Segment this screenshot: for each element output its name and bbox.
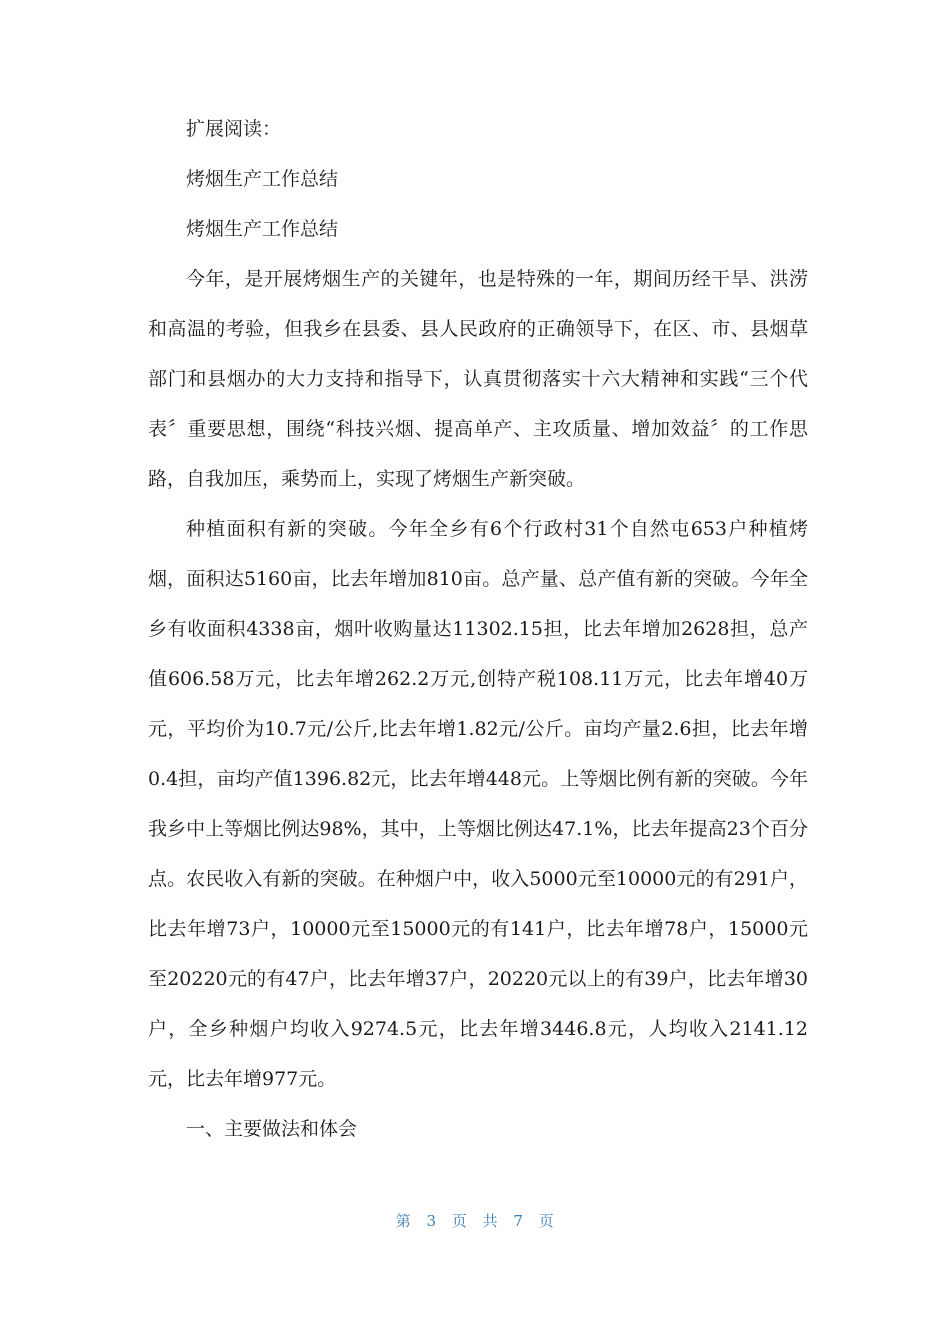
body-paragraph-intro: 今年，是开展烤烟生产的关键年，也是特殊的一年，期间历经干旱、洪涝和高温的考验，但我乡在县委、县人民政府的正确领导下，在区、市、县烟草部门和县烟办的大力支持和指导下，认真贯彻落实十六大精神和实践“三个代表〞重要思想，围绕“科技兴烟、提高单产、主攻质量、增加效益〞的工作思路，自我加压，乘势而上，实现了烤烟生产新突破。 bbox=[148, 268, 808, 490]
section-heading: 一、主要做法和体会 bbox=[186, 1118, 358, 1140]
document-subtitle: 烤烟生产工作总结 bbox=[186, 218, 339, 240]
page-footer: 第 3 页 共 7 页 bbox=[395, 1212, 555, 1230]
body-paragraph-results: 种植面积有新的突破。今年全乡有6个行政村31个自然屯653户种植烤烟，面积达5160亩，比去年增加810亩。总产量、总产值有新的突破。今年全乡有收面积4338亩，烟叶收购量达11302.15担，比去年增加2628担，总产值606.58万元，比去年增262.2万元,创特产税108.11万元，比去年增40万元，平均价为10.7元/公斤,比去年增1.82元/公斤。亩均产量2.6担，比去年增0.4担，亩均产值1396.82元，比去年增448元。上等烟比例有新的突破。今年我乡中上等烟比例达98%，其中，上等烟比例达47.1%，比去年提高23个百分点。农民收入有新的突破。在种烟户中，收入5000元至10000元的有291户，比去年增73户，10000元至15000元的有141户，比去年增78户，15000元至20220元的有47户，比去年增37户，20220元以上的有39户，比去年增30户，全乡种烟户均收入9274.5元，比去年增3446.8元，人均收入2141.12元，比去年增977元。 bbox=[148, 518, 808, 1090]
extended-reading-heading: 扩展阅读： bbox=[186, 118, 282, 140]
document-body bbox=[148, 104, 808, 1154]
document-title: 烤烟生产工作总结 bbox=[186, 168, 339, 190]
